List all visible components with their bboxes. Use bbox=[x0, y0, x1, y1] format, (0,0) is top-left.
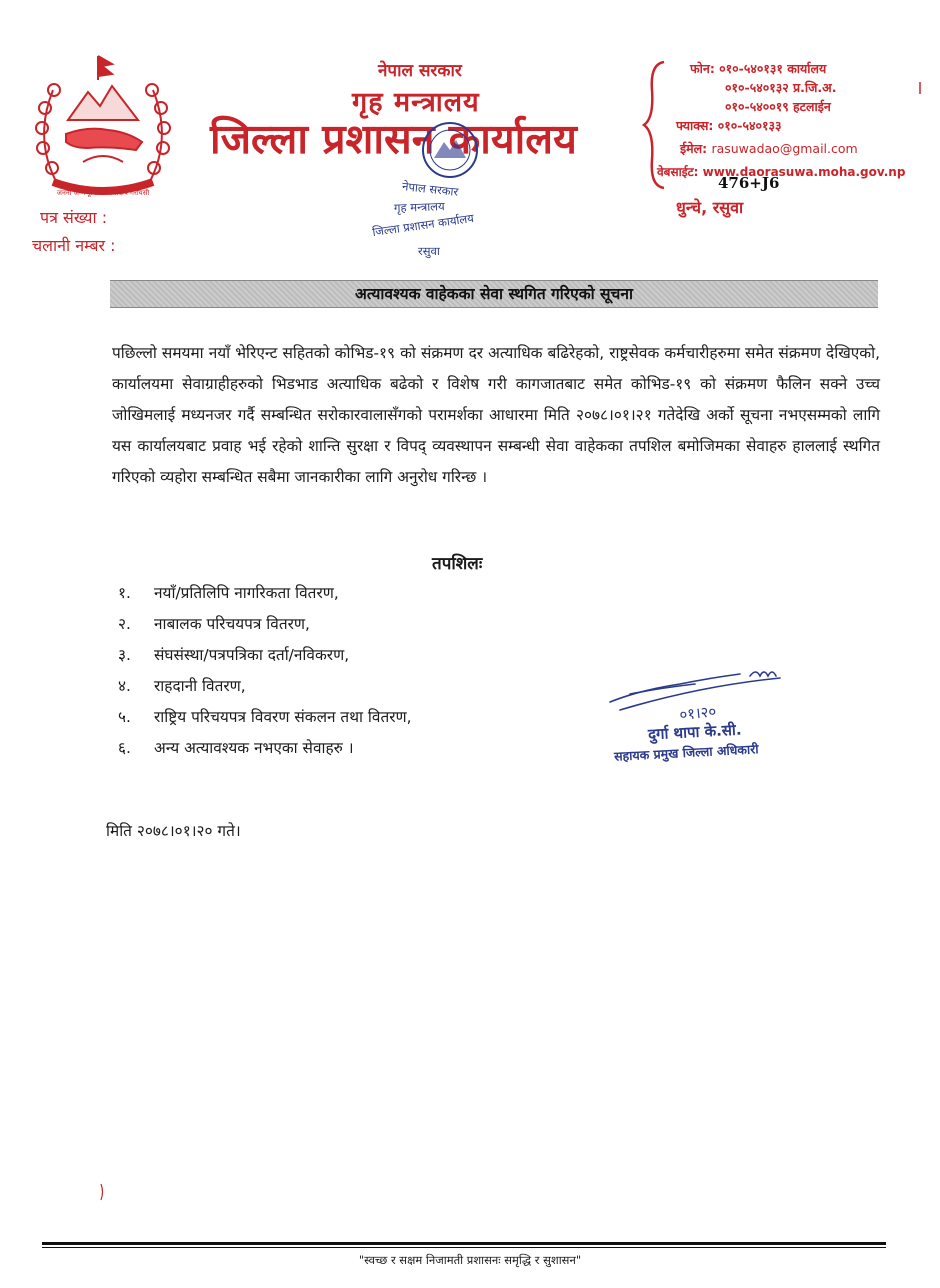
list-item: ४. राहदानी वितरण, bbox=[118, 677, 246, 695]
suspended-services-list bbox=[118, 578, 412, 764]
letter-ref-number-label: पत्र संख्या : bbox=[40, 208, 108, 227]
seal-emblem-icon bbox=[420, 120, 480, 182]
email-label: ईमेल: bbox=[680, 141, 708, 156]
office-location: धुन्चे, रसुवा bbox=[676, 198, 744, 217]
website-label: वेबसाईट: bbox=[657, 165, 699, 179]
website-link[interactable]: www.daorasuwa.moha.gov.np bbox=[702, 165, 906, 179]
notice-body: पछिल्लो समयमा नयाँ भेरिएन्ट सहितको कोभिड-१९ को संक्रमण दर अत्याधिक बढिरेहको, राष्ट्रसेवक कर्मचारीहरुमा समेत संक्रमण देखिएको, कार्यालयमा सेवाग्राहीहरुको भिडभाड अत्याधिक बढेको र विशेष गरी कागजातबाट समेत कोभिड-१९ को संक्रमण फैलिन सक्ने उच्च जोखिमलाई मध्यनजर गर्दै सम्बन्धित सरोकारवालासँगको परामर्शका आधारमा मिति २०७८।०१।२१ गतेदेखि अर्को सूचना नभएसम्मको लागि यस कार्यालयबाट प्रवाह भई रहेको शान्ति सुरक्षा र विपद् व्यवस्थापन सम्बन्धी सेवा वाहेकका तपशिल बमोजिमका सेवाहरु हाललाई स्थगित गरिएको व्यहोरा सम्बन्धित सबैमा जानकारीका लागि अनुरोध गरिन्छ । bbox=[112, 344, 880, 486]
seal-line-4: रसुवा bbox=[418, 244, 440, 258]
signature-date: ०१।२० bbox=[678, 702, 718, 724]
nepal-emblem-icon bbox=[28, 50, 178, 200]
list-item: २. नाबालक परिचयपत्र वितरण, bbox=[118, 615, 310, 633]
phone-number-3: ०१०-५४००१९ हटलाईन bbox=[725, 99, 831, 114]
list-item: ६. अन्य अत्यावश्यक नभएका सेवाहरु । bbox=[118, 739, 354, 757]
phone-number-2: ०१०-५४०१३२ प्र.जि.अ. bbox=[725, 80, 837, 95]
office-seal-stamp bbox=[360, 120, 530, 270]
list-item: ५. राष्ट्रिय परिचयपत्र विवरण संकलन तथा वितरण, bbox=[118, 708, 412, 726]
footer-motto: "स्वच्छ र सक्षम निजामती प्रशासनः समृद्धि र सुशासन" bbox=[358, 1253, 582, 1267]
list-item: १. नयाँ/प्रतिलिपि नागरिकता वितरण, bbox=[118, 584, 339, 602]
fax-label: फ्याक्स: bbox=[676, 118, 714, 133]
seal-line-2: गृह मन्त्रालय bbox=[393, 199, 445, 215]
contact-phone-1 bbox=[690, 60, 826, 77]
notice-title: अत्यावश्यक वाहेकका सेवा स्थगित गरिएको सूचना bbox=[355, 285, 633, 303]
notice-date: मिति २०७८।०१।२० गते। bbox=[106, 822, 241, 840]
contact-website bbox=[657, 163, 905, 180]
contact-email bbox=[680, 140, 858, 157]
phone-number-1: ०१०-५४०१३१ कार्यालय bbox=[719, 61, 827, 76]
email-link[interactable]: rasuwadao@gmail.com bbox=[711, 141, 858, 156]
phone-label: फोन: bbox=[690, 61, 715, 76]
scan-mark bbox=[917, 81, 923, 95]
ministry-name: गृह मन्त्रालय bbox=[352, 87, 480, 118]
government-name: नेपाल सरकार bbox=[378, 61, 462, 81]
signatory-title: सहायक प्रमुख जिल्ला अधिकारी bbox=[613, 741, 759, 764]
footer-divider-thin bbox=[42, 1247, 886, 1248]
seal-line-3: जिल्ला प्रशासन कार्यालय bbox=[371, 210, 475, 240]
contact-fax bbox=[676, 117, 781, 134]
schedule-heading: तपशिलः bbox=[432, 554, 483, 574]
list-item: ३. संघसंस्था/पत्रपत्रिका दर्ता/नविकरण, bbox=[118, 646, 350, 664]
scan-mark bbox=[99, 1182, 105, 1202]
seal-line-1: नेपाल सरकार bbox=[401, 179, 459, 199]
footer-divider bbox=[42, 1242, 886, 1245]
fax-number: ०१०-५४०१३३ bbox=[717, 118, 782, 133]
dispatch-number-label: चलानी नम्बर : bbox=[32, 236, 116, 255]
notice-title-bar bbox=[110, 280, 878, 308]
plus-code: 476+J6 bbox=[718, 174, 780, 192]
emblem-motto: जननी जन्मभूमिश्च स्वर्गादपि गरीयसी bbox=[56, 189, 150, 197]
office-name: जिल्ला प्रशासन कार्यालय bbox=[210, 115, 577, 163]
signatory-name: दुर्गा थापा के.सी. bbox=[647, 720, 742, 744]
